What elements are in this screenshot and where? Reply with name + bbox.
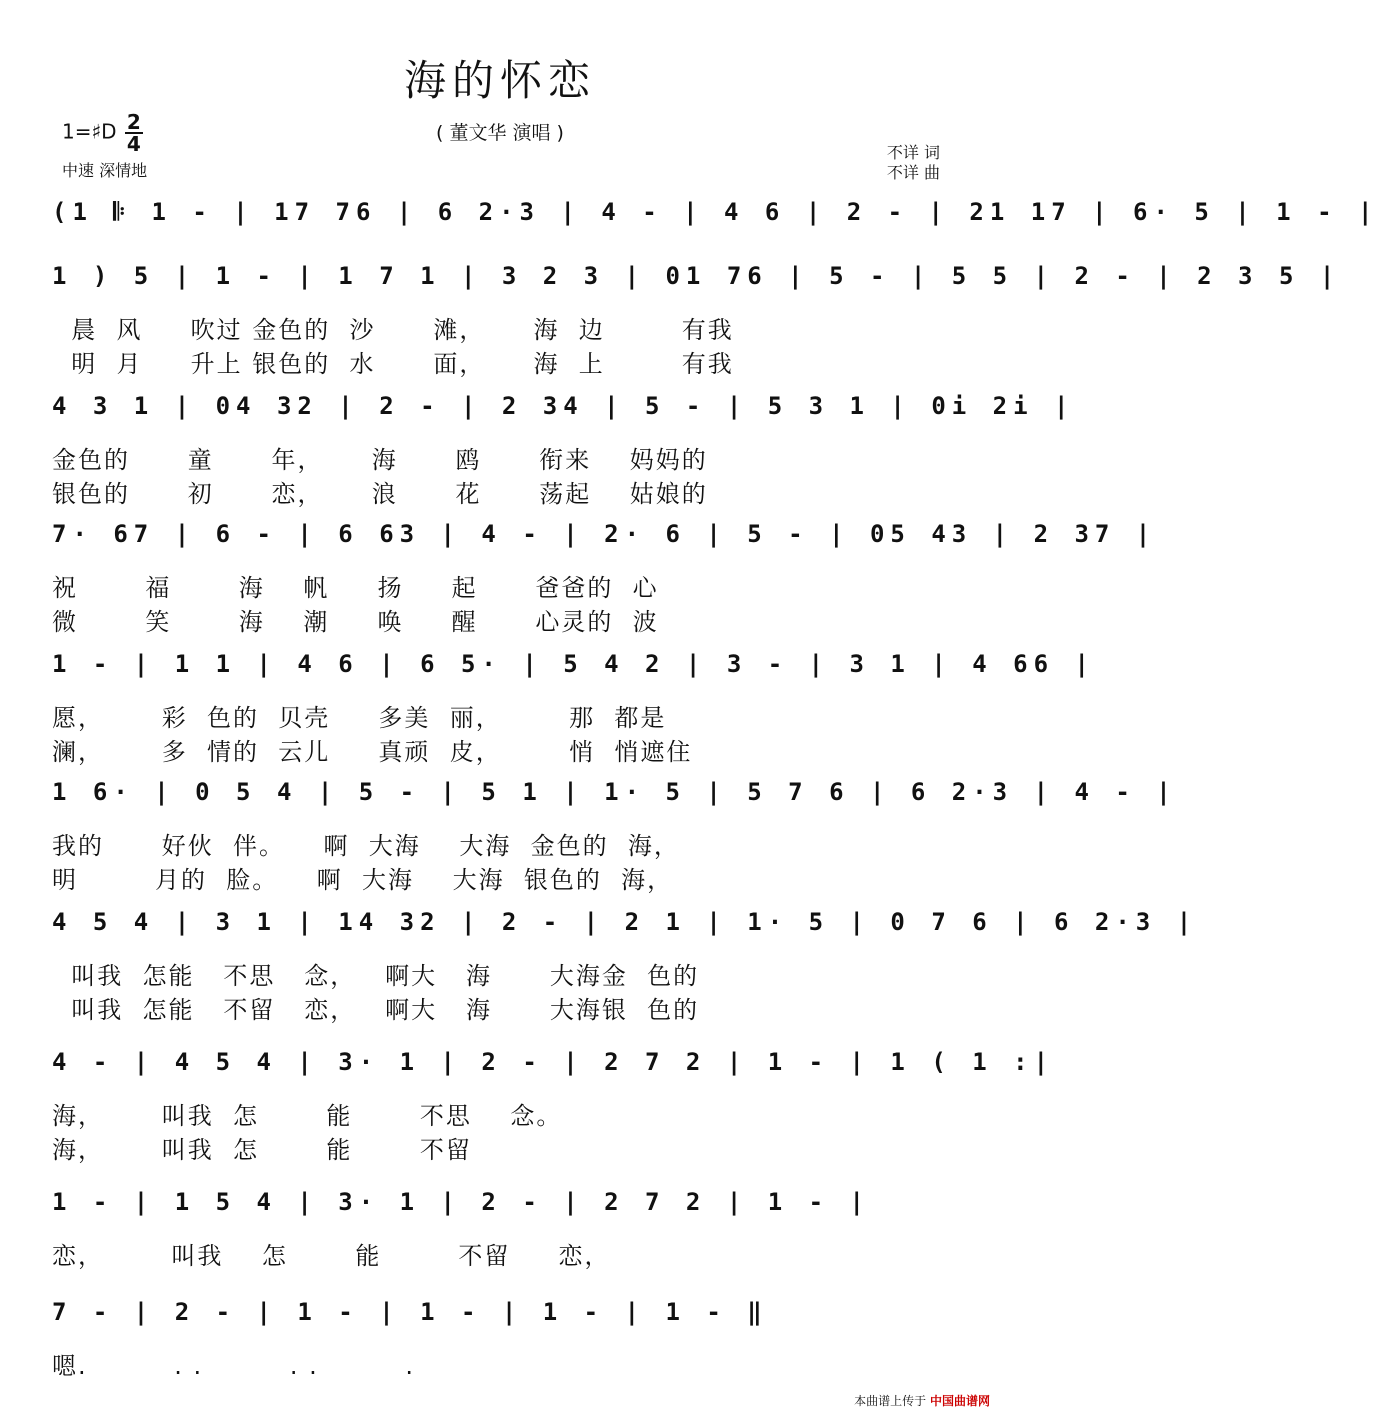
note-line: 4 5 4 | 3 1 | 14 32 | 2 - | 2 1 | 1· 5 | 0 7 6 | 6 2·3 | — [52, 908, 1198, 936]
lyric-line: 愿， 彩 色的 贝壳 多美 丽， 那 都是 — [52, 704, 667, 732]
note-line: 4 - | 4 5 4 | 3· 1 | 2 - | 2 7 2 | 1 - | 1 ( 1 :| — [52, 1048, 1055, 1076]
time-signature — [125, 112, 143, 154]
lyric-line: 澜， 多 情的 云儿 真顽 皮， 悄 悄遮住 — [52, 738, 693, 766]
lyric-line: 叫我 怎能 不留 恋， 啊大 海 大海银 色的 — [52, 996, 700, 1024]
note-line: 4 3 1 | 04 32 | 2 - | 2 34 | 5 - | 5 3 1 | 0i 2i | — [52, 392, 1075, 420]
lyric-line: 叫我 怎能 不思 念， 啊大 海 大海金 色的 — [52, 962, 700, 990]
lyricist-credit: 不详 词 — [886, 143, 940, 162]
footer — [854, 1392, 990, 1409]
lyric-line: 银色的 初 恋， 浪 花 荡起 姑娘的 — [52, 480, 708, 508]
note-line: 1 6· | 0 5 4 | 5 - | 5 1 | 1· 5 | 5 7 6 | 6 2·3 | 4 - | — [52, 778, 1177, 806]
page-title: 海的怀恋 — [403, 56, 596, 105]
key-sign: ♯D — [91, 119, 117, 144]
lyric-line: 明 月 升上 银色的 水 面， 海 上 有我 — [52, 350, 734, 378]
lyric-line: 我的 好伙 伴。 啊 大海 大海 金色的 海， — [52, 832, 680, 860]
key-prefix: 1= — [62, 119, 92, 144]
site-logo: 中国曲谱网 — [929, 1394, 990, 1408]
note-line: 7 - | 2 - | 1 - | 1 - | 1 - | 1 - ‖ — [52, 1298, 768, 1326]
lyric-line: 海， 叫我 怎 能 不思 念。 — [52, 1102, 563, 1130]
key-signature — [62, 112, 143, 154]
note-line: 1 ) 5 | 1 - | 1 7 1 | 3 2 3 | 01 76 | 5 - | 5 5 | 2 - | 2 3 5 | — [52, 262, 1341, 290]
composer-credit: 不详 曲 — [886, 163, 940, 182]
upload-text: 本曲谱上传于 — [854, 1394, 927, 1408]
note-line: (1 𝄆 1 - | 17 76 | 6 2·3 | 4 - | 4 6 | 2 - | 21 17 | 6· 5 | 1 - | — [52, 198, 1378, 226]
note-line: 1 - | 1 5 4 | 3· 1 | 2 - | 2 7 2 | 1 - | — [52, 1188, 870, 1216]
tempo-marking: 中速 深情地 — [62, 161, 148, 180]
lyric-line: 恋， 叫我 怎 能 不留 恋， — [52, 1242, 611, 1270]
time-numerator: 2 — [126, 110, 141, 134]
note-line: 1 - | 1 1 | 4 6 | 6 5· | 5 4 2 | 3 - | 3 1 | 4 66 | — [52, 650, 1095, 678]
lyric-line: 金色的 童 年， 海 鸥 衔来 妈妈的 — [52, 446, 708, 474]
lyric-line: 海， 叫我 怎 能 不留 — [52, 1136, 472, 1164]
lyric-line: 微 笑 海 潮 唤 醒 心灵的 波 — [52, 608, 659, 636]
lyric-line: 嗯. . . . . . — [52, 1352, 416, 1380]
note-line: 7· 67 | 6 - | 6 63 | 4 - | 2· 6 | 5 - | 05 43 | 2 37 | — [52, 520, 1157, 548]
performer-subtitle: ( 董文华 演唱 ) — [436, 122, 564, 144]
lyric-line: 祝 福 海 帆 扬 起 爸爸的 心 — [52, 574, 659, 602]
lyric-line: 明 月的 脸。 啊 大海 大海 银色的 海， — [52, 866, 674, 894]
time-denominator: 4 — [126, 132, 141, 156]
lyric-line: 晨 风 吹过 金色的 沙 滩， 海 边 有我 — [52, 316, 734, 344]
